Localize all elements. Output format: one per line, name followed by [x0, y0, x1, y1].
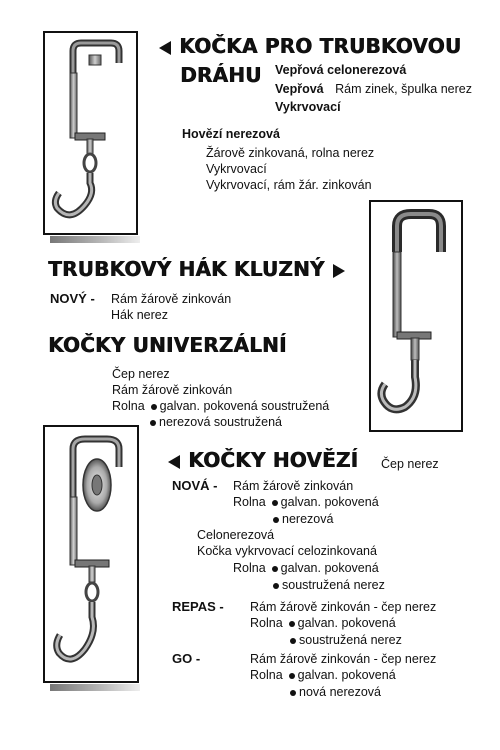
univerzalni-rolna-row-2	[150, 415, 282, 430]
celonerezova: Celonerezová	[197, 528, 275, 542]
bullet-icon	[272, 566, 278, 572]
product-image-sliding-hook	[369, 200, 463, 432]
rolna-item: galvan. pokovená	[280, 495, 379, 509]
hovezi-nerezova-label: Hovězí nerezová	[182, 127, 280, 141]
rolna-item: nová nerezová	[299, 685, 382, 699]
go-rolna-row-1	[250, 668, 396, 683]
bullet-icon	[272, 500, 278, 506]
item-vykrvovaci: Vykrvovací	[275, 100, 341, 114]
rolna-item: nerezová	[282, 512, 334, 526]
rolna-item: soustružená nerez	[299, 633, 402, 647]
univerzalni-rolna-row-1	[112, 399, 329, 414]
bullet-icon	[289, 621, 295, 627]
rolna-label: Rolna	[250, 668, 283, 682]
repas-label: REPAS -	[172, 599, 224, 614]
section-heading-kocky-univerzalni: KOČKY UNIVERZÁLNÍ	[48, 333, 287, 357]
item-veprova-detail: Rám zinek, špulka nerez	[335, 82, 472, 96]
go-rolna-row-2	[290, 685, 381, 700]
nova-rolna-row-1	[233, 495, 379, 510]
rolna-item: galvan. pokovená	[280, 561, 379, 575]
rolna-label: Rolna	[233, 561, 266, 575]
nova-label: NOVÁ -	[172, 478, 218, 493]
rolna-label: Rolna	[112, 399, 145, 413]
bullet-icon	[151, 404, 157, 410]
rolna-label: Rolna	[233, 495, 266, 509]
univerzalni-item-2: Rám žárově zinkován	[112, 383, 233, 397]
rolna-item: galvan. pokovená	[297, 616, 396, 630]
repas-rolna-row-2	[290, 633, 402, 648]
item-veprova-label: Vepřová	[275, 82, 324, 96]
rolna-item: galvan. pokovená	[297, 668, 396, 682]
go-label: GO -	[172, 651, 201, 666]
hovezi-item-1: Žárově zinkovaná, rolna nerez	[206, 146, 375, 160]
bullet-icon	[290, 638, 296, 644]
rolna-item: soustružená nerez	[282, 578, 385, 592]
bullet-icon	[273, 583, 279, 589]
image-shadow	[50, 684, 140, 691]
image-shadow	[50, 236, 140, 243]
heading-note-cep-nerez: Čep nerez	[381, 457, 439, 471]
section-heading-kocka-trubkova	[158, 34, 461, 58]
repas-rolna-row-1	[250, 616, 396, 631]
arrow-right-icon	[332, 263, 346, 279]
hovezi-item-3: Vykrvovací, rám žár. zinkován	[206, 178, 372, 192]
heading-line1: KOČKA PRO TRUBKOVOU	[179, 34, 462, 58]
bullet-icon	[273, 517, 279, 523]
bullet-icon	[150, 420, 156, 426]
bullet-icon	[290, 690, 296, 696]
nova-frame: Rám žárově zinkován	[233, 479, 354, 493]
rolna-label: Rolna	[250, 616, 283, 630]
beef-trolley-illustration	[45, 427, 137, 681]
novy-item-1: Rám žárově zinkován	[111, 292, 232, 306]
item-veprova	[275, 82, 472, 97]
vykr-rolna-row-2	[273, 578, 385, 593]
item-veprova-celonerezova: Vepřová celonerezová	[275, 63, 407, 77]
go-frame: Rám žárově zinkován - čep nerez	[250, 652, 437, 666]
rolna-item: nerezová soustružená	[159, 415, 282, 429]
nova-rolna-row-2	[273, 512, 333, 527]
trolley-tube-illustration	[45, 33, 136, 233]
kocka-vykrvovaci: Kočka vykrvovací celozinkovaná	[197, 544, 377, 558]
novy-item-2: Hák nerez	[111, 308, 168, 322]
arrow-left-icon	[158, 40, 172, 56]
rolna-item: galvan. pokovená soustružená	[159, 399, 330, 413]
novy-label: NOVÝ -	[50, 291, 95, 306]
vykr-rolna-row-1	[233, 561, 379, 576]
arrow-left-icon	[167, 454, 181, 470]
section-heading-kocky-hovezi	[167, 448, 358, 472]
heading-trubkovy-hak-text: TRUBKOVÝ HÁK KLUZNÝ	[48, 257, 325, 281]
repas-frame: Rám žárově zinkován - čep nerez	[250, 600, 437, 614]
univerzalni-item-1: Čep nerez	[112, 367, 170, 381]
product-image-beef-trolley	[43, 425, 139, 683]
hovezi-item-2: Vykrvovací	[206, 162, 267, 176]
section-heading-line2: DRÁHU	[180, 63, 262, 87]
section-heading-trubkovy-hak	[48, 257, 346, 281]
bullet-icon	[289, 673, 295, 679]
product-image-trolley-tube	[43, 31, 138, 235]
sliding-hook-illustration	[371, 202, 461, 430]
heading-kocky-hovezi-text: KOČKY HOVĚZÍ	[188, 448, 359, 472]
